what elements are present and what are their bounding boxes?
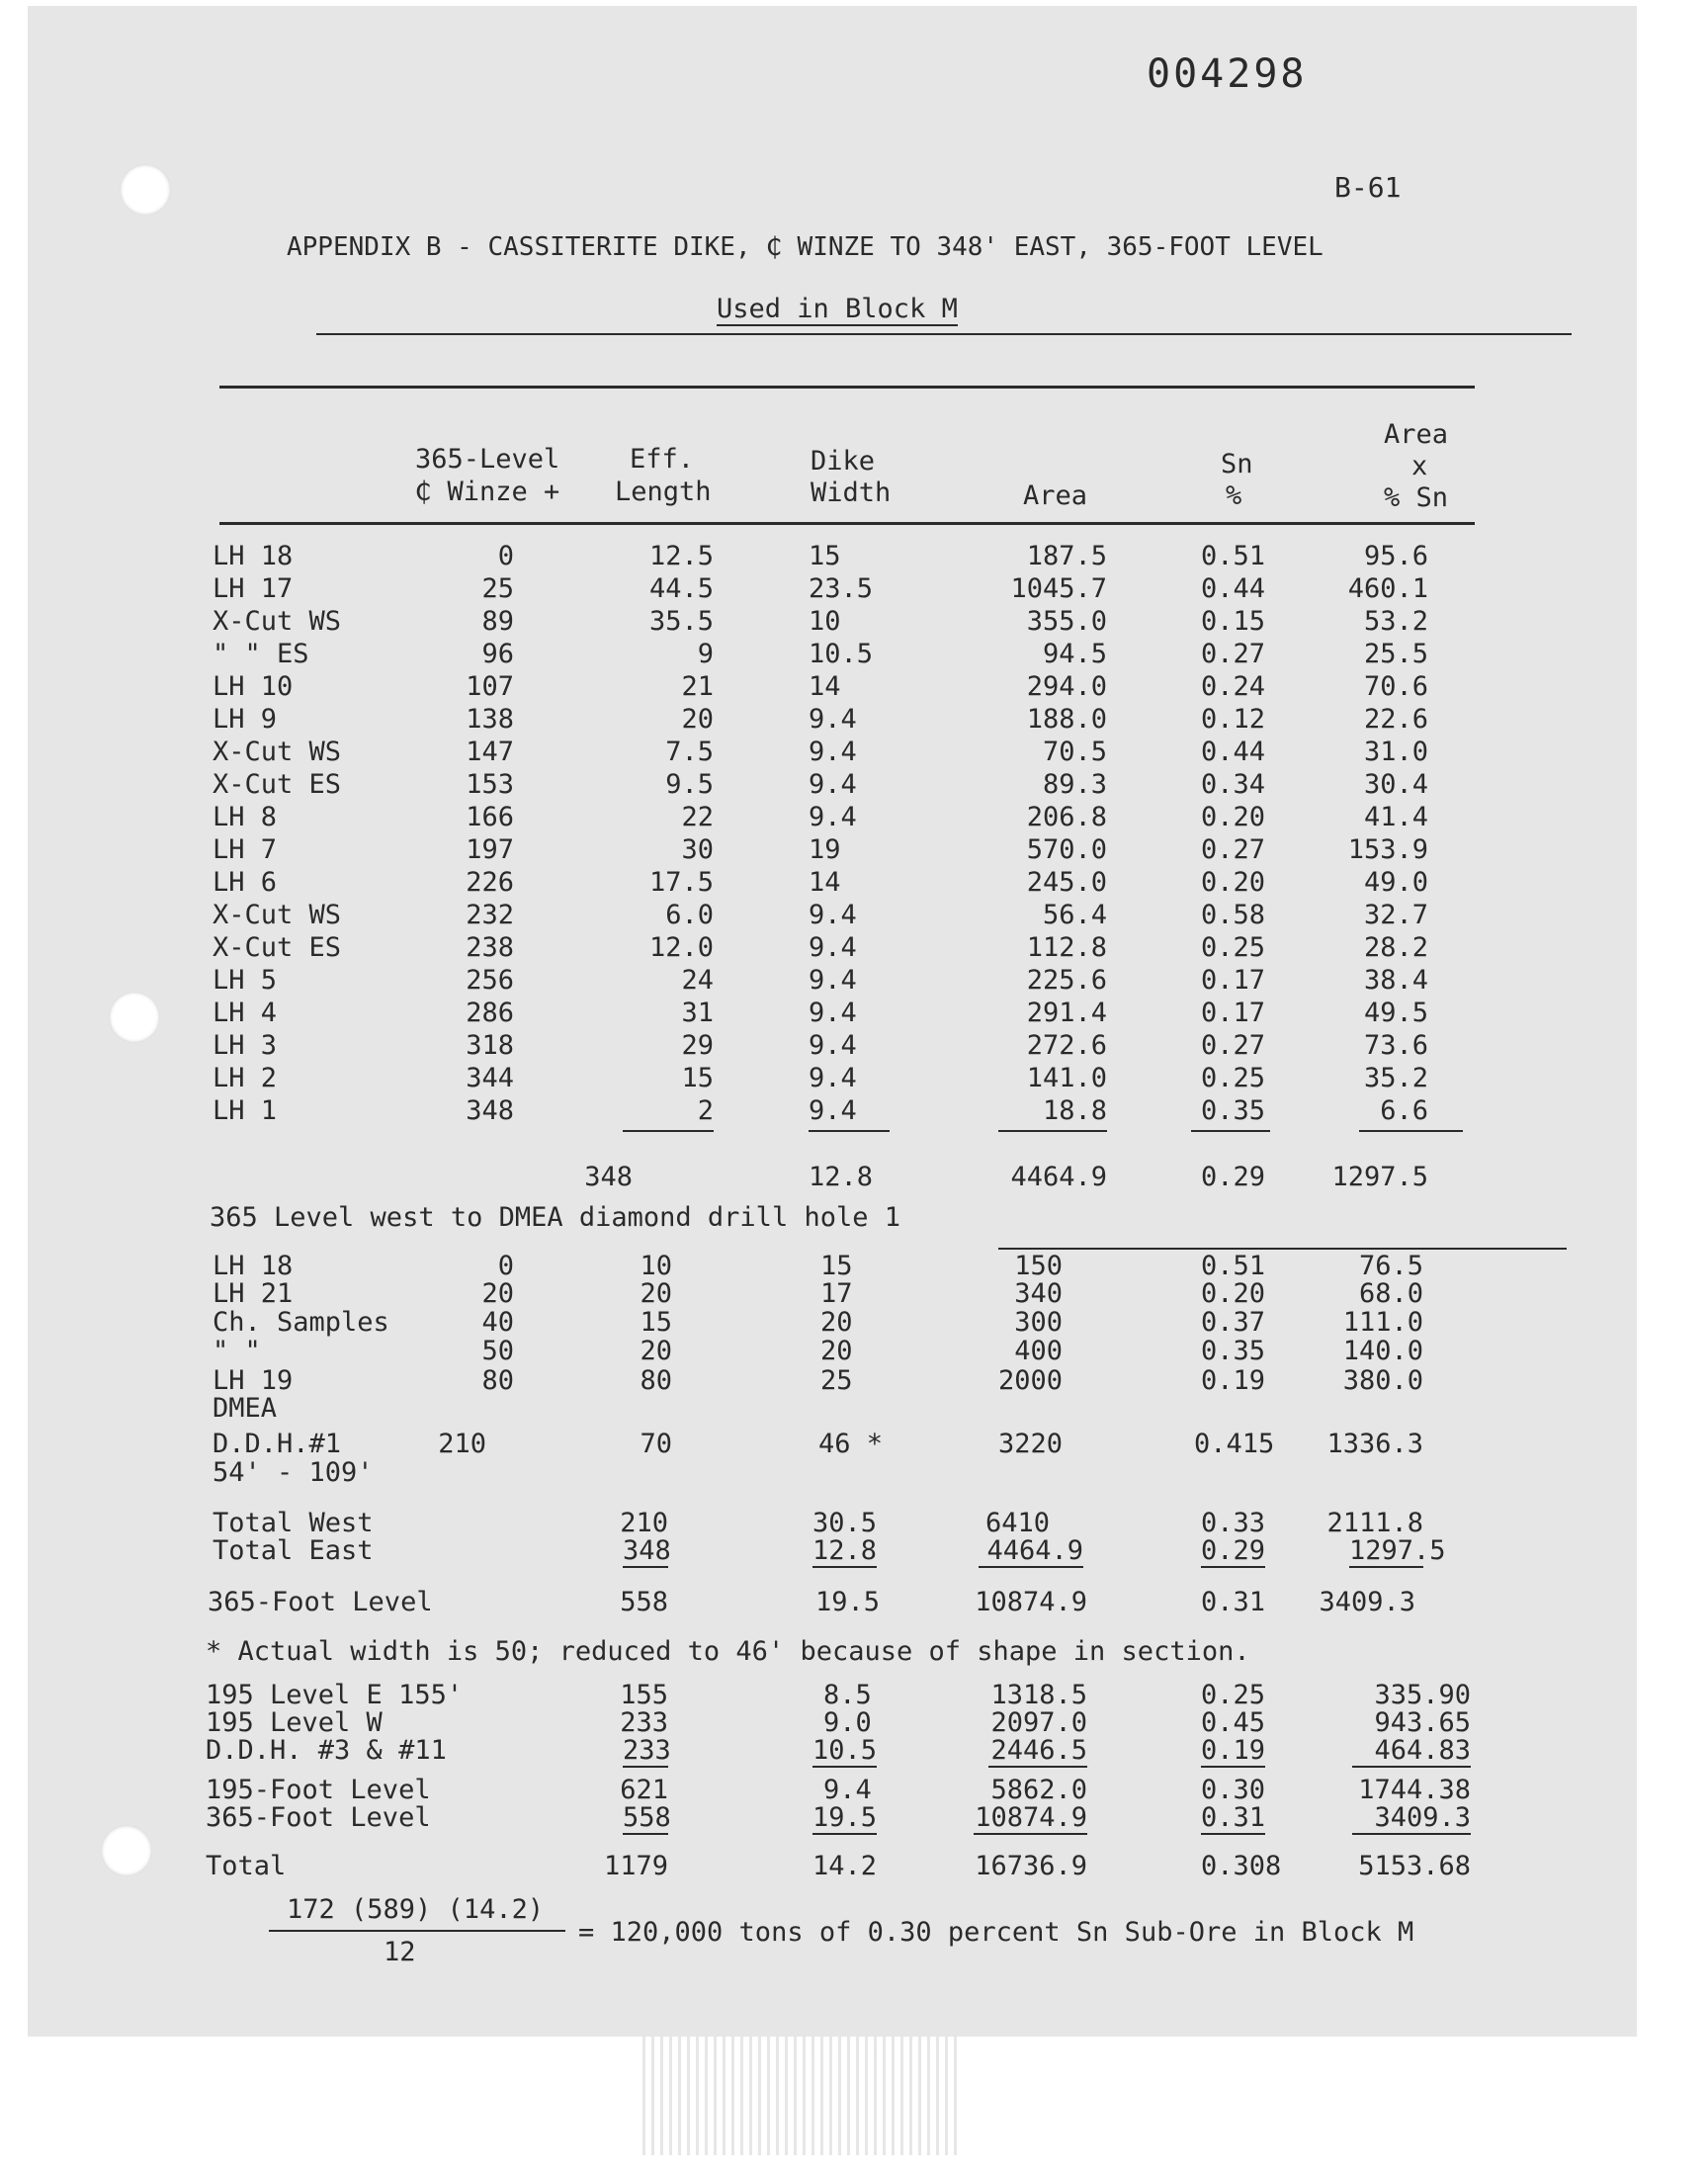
header-col6-line3: % Sn bbox=[1384, 482, 1449, 513]
header-col6-line2: x bbox=[1411, 451, 1428, 481]
total-sn-percent: 0.29 bbox=[1201, 1162, 1266, 1192]
eff-length: 558 bbox=[623, 1802, 671, 1833]
area-x-sn: 380.0 bbox=[1342, 1365, 1423, 1396]
row-label: LH 1 bbox=[213, 1095, 278, 1126]
eff-length: 24 bbox=[681, 965, 714, 996]
sn-percent: 0.415 bbox=[1194, 1429, 1275, 1459]
eff-length: 7.5 bbox=[665, 737, 714, 767]
area: 272.6 bbox=[1026, 1030, 1107, 1061]
total-dike-width: 12.8 bbox=[809, 1162, 874, 1192]
fraction-bar bbox=[269, 1930, 565, 1932]
dike-width: 10.5 bbox=[809, 639, 874, 669]
area: 70.5 bbox=[1042, 737, 1107, 767]
winze-distance: 25 bbox=[481, 573, 514, 604]
eff-length: 9 bbox=[697, 639, 714, 669]
area: 10874.9 bbox=[975, 1802, 1087, 1833]
area-x-sn: 38.4 bbox=[1363, 965, 1428, 996]
table-row bbox=[0, 901, 1708, 934]
row-label: 195-Foot Level bbox=[206, 1775, 431, 1805]
area: 10874.9 bbox=[975, 1587, 1087, 1617]
area: 225.6 bbox=[1026, 965, 1107, 996]
eff-length: 233 bbox=[620, 1707, 668, 1738]
area-x-sn: 41.4 bbox=[1363, 802, 1428, 832]
winze-distance: 80 bbox=[481, 1365, 514, 1396]
total-area: 4464.9 bbox=[1010, 1162, 1107, 1192]
eff-length: 22 bbox=[681, 802, 714, 832]
row-label: Ch. Samples bbox=[213, 1307, 389, 1338]
eff-length: 9.5 bbox=[665, 769, 714, 800]
header-col1-line1: 365-Level bbox=[415, 444, 560, 475]
eff-length: 17.5 bbox=[648, 867, 714, 898]
sn-percent: 0.44 bbox=[1201, 573, 1266, 604]
sn-percent: 0.19 bbox=[1201, 1365, 1266, 1396]
sn-percent: 0.51 bbox=[1201, 541, 1266, 571]
area-x-sn: 31.0 bbox=[1363, 737, 1428, 767]
area-x-sn: 111.0 bbox=[1342, 1307, 1423, 1338]
dike-width: 14 bbox=[809, 671, 841, 702]
row-label: " " bbox=[213, 1336, 261, 1366]
header-col6-line1: Area bbox=[1384, 419, 1449, 450]
row-label: LH 18 bbox=[213, 1251, 294, 1281]
sn-percent: 0.15 bbox=[1201, 606, 1266, 637]
winze-distance: 256 bbox=[466, 965, 514, 996]
area: 1318.5 bbox=[990, 1680, 1087, 1710]
sn-percent: 0.27 bbox=[1201, 1030, 1266, 1061]
row-label: 365-Foot Level bbox=[208, 1587, 433, 1617]
sn-percent: 0.31 bbox=[1201, 1802, 1266, 1833]
table-row bbox=[0, 966, 1708, 1000]
winze-distance: 166 bbox=[466, 802, 514, 832]
area: 400 bbox=[1014, 1336, 1063, 1366]
rule bbox=[219, 386, 1475, 389]
area-x-sn: 5153.68 bbox=[1358, 1851, 1471, 1881]
area: 5862.0 bbox=[990, 1775, 1087, 1805]
area: 94.5 bbox=[1042, 639, 1107, 669]
dmea-label: DMEA bbox=[213, 1393, 278, 1424]
table-row bbox=[0, 1536, 1708, 1570]
winze-distance: 96 bbox=[481, 639, 514, 669]
dike-width: 19 bbox=[809, 834, 841, 865]
eff-length: 15 bbox=[640, 1307, 672, 1338]
sn-percent: 0.58 bbox=[1201, 900, 1266, 930]
area: 340 bbox=[1014, 1278, 1063, 1309]
dike-width: 15 bbox=[809, 541, 841, 571]
sn-percent: 0.27 bbox=[1201, 639, 1266, 669]
area-x-sn: 49.0 bbox=[1363, 867, 1428, 898]
table-row bbox=[0, 1031, 1708, 1065]
sum-rule bbox=[623, 1130, 714, 1132]
dike-width: 9.4 bbox=[809, 1030, 857, 1061]
dike-width: 9.4 bbox=[809, 1095, 857, 1126]
area: 89.3 bbox=[1042, 769, 1107, 800]
sn-percent: 0.25 bbox=[1201, 1063, 1266, 1093]
table-row bbox=[0, 1064, 1708, 1097]
area-x-sn: 32.7 bbox=[1363, 900, 1428, 930]
dike-width: 10 bbox=[809, 606, 841, 637]
eff-length: 29 bbox=[681, 1030, 714, 1061]
sn-percent: 0.25 bbox=[1201, 932, 1266, 963]
header-col1-line2: ₵ Winze + bbox=[415, 477, 560, 507]
dike-width: 19.5 bbox=[812, 1802, 878, 1833]
sn-percent: 0.12 bbox=[1201, 704, 1266, 735]
header-col2-line2: Length bbox=[615, 477, 712, 507]
row-label: LH 2 bbox=[213, 1063, 278, 1093]
sn-percent: 0.20 bbox=[1201, 867, 1266, 898]
eff-length: 12.5 bbox=[648, 541, 714, 571]
area: 3220 bbox=[997, 1429, 1063, 1459]
sn-percent: 0.25 bbox=[1201, 1680, 1266, 1710]
sum-rule bbox=[809, 1130, 890, 1132]
winze-distance: 107 bbox=[466, 671, 514, 702]
area: 300 bbox=[1014, 1307, 1063, 1338]
eff-length: 233 bbox=[623, 1735, 671, 1766]
dike-width: 10.5 bbox=[812, 1735, 878, 1766]
area: 150 bbox=[1014, 1251, 1063, 1281]
area: 2446.5 bbox=[988, 1736, 1087, 1768]
dike-width: 12.8 bbox=[812, 1535, 878, 1566]
table-row bbox=[0, 835, 1708, 869]
dike-width: 9.4 bbox=[809, 737, 857, 767]
sum-rule bbox=[998, 1130, 1107, 1132]
dike-width: 9.4 bbox=[809, 900, 857, 930]
sn-percent: 0.17 bbox=[1201, 965, 1266, 996]
row-label: D.D.H.#1 bbox=[213, 1429, 342, 1459]
row-label: LH 18 bbox=[213, 541, 294, 571]
area-x-sn: 3409.3 bbox=[1319, 1587, 1415, 1617]
table-row bbox=[0, 738, 1708, 771]
area-x-sn: 30.4 bbox=[1363, 769, 1428, 800]
sum-rule bbox=[1359, 1130, 1463, 1132]
table-row bbox=[0, 1096, 1708, 1130]
table-row bbox=[0, 705, 1708, 739]
document-number: 004298 bbox=[1147, 51, 1308, 97]
formula-denominator: 12 bbox=[384, 1937, 416, 1967]
rule bbox=[316, 333, 1572, 335]
row-label: 365-Foot Level bbox=[206, 1802, 431, 1833]
scan-artifact bbox=[642, 2037, 959, 2155]
total-eff-length: 348 bbox=[584, 1162, 633, 1192]
table-row bbox=[0, 868, 1708, 902]
dike-width: 9.4 bbox=[809, 704, 857, 735]
row-label: LH 9 bbox=[213, 704, 278, 735]
sn-percent: 0.33 bbox=[1201, 1508, 1266, 1538]
area-x-sn: 95.6 bbox=[1363, 541, 1428, 571]
dike-width: 20 bbox=[820, 1336, 853, 1366]
rule bbox=[998, 1248, 1567, 1250]
area: 294.0 bbox=[1026, 671, 1107, 702]
table-row bbox=[0, 933, 1708, 967]
eff-length: 621 bbox=[620, 1775, 668, 1805]
row-label: LH 3 bbox=[213, 1030, 278, 1061]
table-row bbox=[0, 640, 1708, 673]
winze-distance: 318 bbox=[466, 1030, 514, 1061]
row-label: LH 21 bbox=[213, 1278, 294, 1309]
table-row bbox=[0, 607, 1708, 641]
dike-width: 9.4 bbox=[809, 1063, 857, 1093]
area-x-sn: 22.6 bbox=[1363, 704, 1428, 735]
row-label: LH 4 bbox=[213, 998, 278, 1028]
area: 570.0 bbox=[1026, 834, 1107, 865]
dike-width: 20 bbox=[820, 1307, 853, 1338]
eff-length: 10 bbox=[640, 1251, 672, 1281]
table-row bbox=[0, 803, 1708, 836]
area-x-sn: 140.0 bbox=[1342, 1336, 1423, 1366]
eff-length: 155 bbox=[620, 1680, 668, 1710]
sn-percent: 0.27 bbox=[1201, 834, 1266, 865]
eff-length: 80 bbox=[640, 1365, 672, 1396]
area-x-sn: 76.5 bbox=[1358, 1251, 1423, 1281]
footnote: * Actual width is 50; reduced to 46' because of shape in section. bbox=[206, 1636, 1250, 1667]
row-label: LH 17 bbox=[213, 573, 294, 604]
eff-length: 30 bbox=[681, 834, 714, 865]
winze-distance: 348 bbox=[466, 1095, 514, 1126]
row-label: 195 Level E 155' bbox=[206, 1680, 464, 1710]
header-col2-line1: Eff. bbox=[630, 444, 695, 475]
area-x-sn: 28.2 bbox=[1363, 932, 1428, 963]
winze-distance: 286 bbox=[466, 998, 514, 1028]
eff-length: 15 bbox=[681, 1063, 714, 1093]
area: 245.0 bbox=[1026, 867, 1107, 898]
eff-length: 2 bbox=[697, 1095, 714, 1126]
area-x-sn: 3409.3 bbox=[1352, 1803, 1471, 1835]
header-col3-line1: Dike bbox=[811, 446, 876, 477]
row-label: Total East bbox=[213, 1535, 374, 1566]
area-x-sn: 70.6 bbox=[1363, 671, 1428, 702]
winze-distance: 40 bbox=[481, 1307, 514, 1338]
header-col4: Area bbox=[1023, 480, 1088, 511]
eff-length: 348 bbox=[623, 1535, 671, 1566]
punch-hole bbox=[120, 164, 171, 216]
area-x-sn: 68.0 bbox=[1358, 1278, 1423, 1309]
dike-width: 9.0 bbox=[823, 1707, 872, 1738]
west-heading: 365 Level west to DMEA diamond drill hole 1 bbox=[210, 1202, 900, 1233]
sum-rule bbox=[1191, 1130, 1270, 1132]
row-label: Total bbox=[206, 1851, 287, 1881]
winze-distance: 50 bbox=[481, 1336, 514, 1366]
header-rule bbox=[219, 522, 1475, 525]
row-label: X-Cut WS bbox=[213, 900, 342, 930]
row-label: LH 10 bbox=[213, 671, 294, 702]
area: 112.8 bbox=[1026, 932, 1107, 963]
eff-length: 21 bbox=[681, 671, 714, 702]
eff-length: 70 bbox=[640, 1429, 672, 1459]
sn-percent: 0.17 bbox=[1201, 998, 1266, 1028]
area-x-sn: 335.90 bbox=[1374, 1680, 1471, 1710]
sn-percent: 0.24 bbox=[1201, 671, 1266, 702]
dike-width: 19.5 bbox=[815, 1587, 881, 1617]
winze-distance: 0 bbox=[497, 541, 514, 571]
dike-width: 14 bbox=[809, 867, 841, 898]
dike-width: 9.4 bbox=[809, 965, 857, 996]
winze-distance: 238 bbox=[466, 932, 514, 963]
total-area-x-sn: 1297.5 bbox=[1331, 1162, 1428, 1192]
header-col5-line2: % bbox=[1226, 480, 1242, 511]
dike-width: 9.4 bbox=[809, 932, 857, 963]
winze-distance: 197 bbox=[466, 834, 514, 865]
table-row bbox=[0, 672, 1708, 706]
eff-length: 44.5 bbox=[648, 573, 714, 604]
sn-percent: 0.35 bbox=[1201, 1336, 1266, 1366]
sn-percent: 0.31 bbox=[1201, 1587, 1266, 1617]
winze-distance: 232 bbox=[466, 900, 514, 930]
area: 2097.0 bbox=[990, 1707, 1087, 1738]
winze-distance: 344 bbox=[466, 1063, 514, 1093]
area-x-sn: 153.9 bbox=[1347, 834, 1428, 865]
table-row bbox=[0, 574, 1708, 608]
winze-distance: 153 bbox=[466, 769, 514, 800]
dike-width: 9.4 bbox=[823, 1775, 872, 1805]
eff-length: 6.0 bbox=[665, 900, 714, 930]
header-col3-line2: Width bbox=[811, 478, 892, 508]
page-title: APPENDIX B - CASSITERITE DIKE, ₵ WINZE TO 348' EAST, 365-FOOT LEVEL bbox=[287, 232, 1324, 262]
dike-width: 30.5 bbox=[812, 1508, 878, 1538]
area-x-sn: 460.1 bbox=[1347, 573, 1428, 604]
area-x-sn: 464.83 bbox=[1352, 1736, 1471, 1768]
row-label: Total West bbox=[213, 1508, 374, 1538]
sn-percent: 0.35 bbox=[1201, 1095, 1266, 1126]
eff-length: 31 bbox=[681, 998, 714, 1028]
sn-percent: 0.51 bbox=[1201, 1251, 1266, 1281]
area-x-sn: 49.5 bbox=[1363, 998, 1428, 1028]
page-subtitle: Used in Block M bbox=[717, 294, 958, 324]
dike-width: 9.4 bbox=[809, 769, 857, 800]
sn-percent: 0.19 bbox=[1201, 1735, 1266, 1766]
eff-length: 20 bbox=[681, 704, 714, 735]
table-row bbox=[0, 770, 1708, 804]
header-col5-line1: Sn bbox=[1221, 449, 1253, 479]
winze-distance: 226 bbox=[466, 867, 514, 898]
area-x-sn: 6.6 bbox=[1380, 1095, 1428, 1126]
area: 18.8 bbox=[1042, 1095, 1107, 1126]
area-x-sn: 53.2 bbox=[1363, 606, 1428, 637]
dike-width: 23.5 bbox=[809, 573, 874, 604]
winze-distance: 0 bbox=[497, 1251, 514, 1281]
area: 355.0 bbox=[1026, 606, 1107, 637]
area: 6410 bbox=[984, 1508, 1050, 1538]
row-label: X-Cut ES bbox=[213, 932, 342, 963]
sn-percent: 0.308 bbox=[1201, 1851, 1282, 1881]
row-label: D.D.H. #3 & #11 bbox=[206, 1735, 447, 1766]
sn-percent: 0.44 bbox=[1201, 737, 1266, 767]
dike-width: 17 bbox=[820, 1278, 853, 1309]
page-label: B-61 bbox=[1334, 171, 1402, 204]
eff-length: 35.5 bbox=[648, 606, 714, 637]
grand-total-row bbox=[0, 1852, 1708, 1885]
area-x-sn: 1336.3 bbox=[1326, 1429, 1423, 1459]
row-label: LH 5 bbox=[213, 965, 278, 996]
eff-length: 12.0 bbox=[648, 932, 714, 963]
row-label: LH 6 bbox=[213, 867, 278, 898]
level-365-row bbox=[0, 1588, 1708, 1621]
area-x-sn: 2111.8 bbox=[1326, 1508, 1423, 1538]
sn-percent: 0.20 bbox=[1201, 802, 1266, 832]
dike-width: 15 bbox=[820, 1251, 853, 1281]
area: 56.4 bbox=[1042, 900, 1107, 930]
eff-length: 1179 bbox=[603, 1851, 668, 1881]
row-label: 195 Level W bbox=[206, 1707, 383, 1738]
eff-length: 210 bbox=[620, 1508, 668, 1538]
formula-numerator: 172 (589) (14.2) bbox=[287, 1894, 545, 1925]
east-total-row bbox=[0, 1163, 1708, 1196]
table-row bbox=[0, 999, 1708, 1032]
row-label: LH 8 bbox=[213, 802, 278, 832]
row-label: " " ES bbox=[213, 639, 309, 669]
area-x-sn: 1744.38 bbox=[1358, 1775, 1471, 1805]
area-x-sn: 25.5 bbox=[1363, 639, 1428, 669]
sn-percent: 0.30 bbox=[1201, 1775, 1266, 1805]
formula-result: = 120,000 tons of 0.30 percent Sn Sub-Ore in Block M bbox=[578, 1917, 1414, 1948]
area: 16736.9 bbox=[975, 1851, 1087, 1881]
area: 188.0 bbox=[1026, 704, 1107, 735]
area-x-sn: 73.6 bbox=[1363, 1030, 1428, 1061]
area: 2000 bbox=[997, 1365, 1063, 1396]
area: 206.8 bbox=[1026, 802, 1107, 832]
table-row bbox=[0, 542, 1708, 575]
winze-distance: 20 bbox=[481, 1278, 514, 1309]
dike-width: 9.4 bbox=[809, 802, 857, 832]
row-label: X-Cut WS bbox=[213, 737, 342, 767]
dike-width: 14.2 bbox=[812, 1851, 878, 1881]
winze-distance: 138 bbox=[466, 704, 514, 735]
winze-distance: 147 bbox=[466, 737, 514, 767]
sn-percent: 0.29 bbox=[1201, 1535, 1266, 1566]
row-label: X-Cut WS bbox=[213, 606, 342, 637]
area-x-sn: 1297.5 bbox=[1349, 1535, 1446, 1566]
sn-percent: 0.34 bbox=[1201, 769, 1266, 800]
area: 1045.7 bbox=[1010, 573, 1107, 604]
level-365-row bbox=[0, 1803, 1708, 1837]
area: 4464.9 bbox=[979, 1536, 1083, 1568]
dike-width: 8.5 bbox=[823, 1680, 872, 1710]
row-label: LH 19 bbox=[213, 1365, 294, 1396]
area: 187.5 bbox=[1026, 541, 1107, 571]
row-label: LH 7 bbox=[213, 834, 278, 865]
dmea-depth: 54' - 109' bbox=[213, 1457, 374, 1488]
table-row bbox=[0, 1736, 1708, 1770]
sn-percent: 0.37 bbox=[1201, 1307, 1266, 1338]
winze-distance: 89 bbox=[481, 606, 514, 637]
dike-width: 9.4 bbox=[809, 998, 857, 1028]
eff-length: 558 bbox=[620, 1587, 668, 1617]
sn-percent: 0.20 bbox=[1201, 1278, 1266, 1309]
sn-percent: 0.45 bbox=[1201, 1707, 1266, 1738]
area: 291.4 bbox=[1026, 998, 1107, 1028]
eff-length: 20 bbox=[640, 1278, 672, 1309]
area-x-sn: 943.65 bbox=[1374, 1707, 1471, 1738]
winze-distance: 210 bbox=[438, 1429, 486, 1459]
area-x-sn: 35.2 bbox=[1363, 1063, 1428, 1093]
dike-width: 46 * bbox=[818, 1429, 884, 1459]
row-label: X-Cut ES bbox=[213, 769, 342, 800]
dike-width: 25 bbox=[820, 1365, 853, 1396]
eff-length: 20 bbox=[640, 1336, 672, 1366]
area: 141.0 bbox=[1026, 1063, 1107, 1093]
